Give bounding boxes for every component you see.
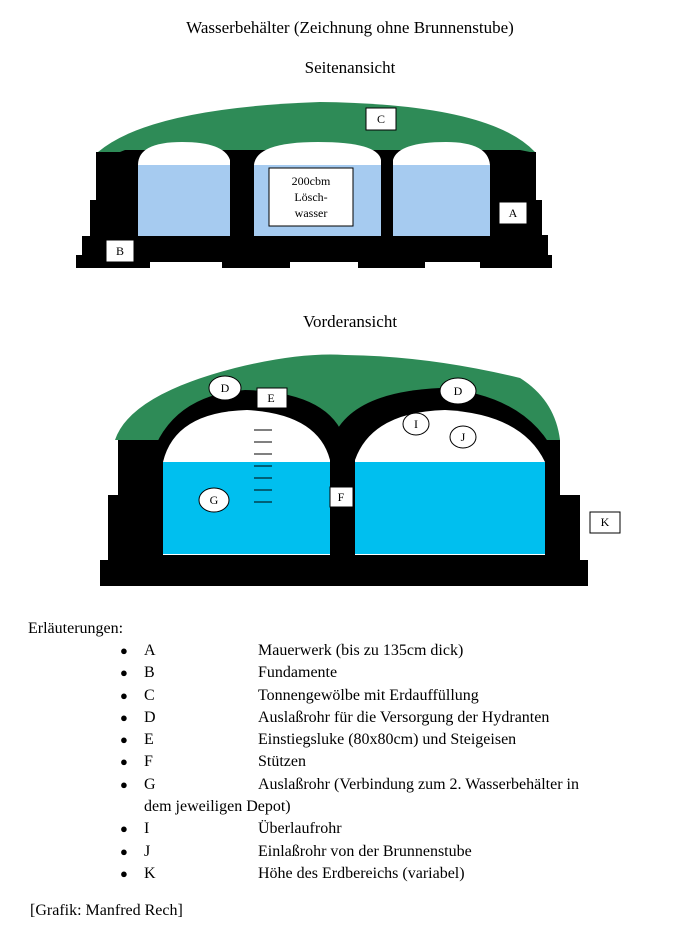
legend-code: G xyxy=(144,775,156,793)
legend-description: Einstiegsluke (80x80cm) und Steigeisen xyxy=(258,731,517,749)
marker-c: C xyxy=(376,112,386,126)
legend-description: Fundamente xyxy=(258,664,338,682)
diagram-title: Wasserbehälter (Zeichnung ohne Brunnenstube) xyxy=(186,18,514,37)
bullet-icon: ● xyxy=(120,865,128,881)
legend-description: Überlaufrohr xyxy=(258,820,342,838)
legend-item xyxy=(116,662,676,684)
legend-description: Einlaßrohr von der Brunnenstube xyxy=(258,842,472,860)
bullet-icon: ● xyxy=(120,754,128,770)
marker-j: J xyxy=(460,430,466,444)
legend-item xyxy=(116,774,676,819)
legend-item xyxy=(116,841,676,863)
marker-k: K xyxy=(600,515,610,529)
image-credit: [Grafik: Manfred Rech] xyxy=(30,902,183,919)
tank-capacity-line-3: wasser xyxy=(294,206,328,220)
legend-code: F xyxy=(144,753,153,771)
front-view-heading: Vorderansicht xyxy=(302,312,398,331)
bullet-icon: ● xyxy=(120,732,128,748)
legend-description: Mauerwerk (bis zu 135cm dick) xyxy=(258,642,464,659)
legend-code: J xyxy=(144,842,151,860)
legend-item xyxy=(116,751,676,773)
bullet-icon: ● xyxy=(120,687,128,703)
side-view-heading: Seitenansicht xyxy=(304,58,396,77)
legend-item xyxy=(116,685,676,707)
bullet-icon: ● xyxy=(120,821,128,837)
legend-item xyxy=(116,707,676,729)
bullet-icon: ● xyxy=(120,665,128,681)
side-water-3 xyxy=(393,165,490,236)
legend-item xyxy=(116,640,676,662)
legend-item xyxy=(116,863,676,885)
side-view-drawing xyxy=(76,102,552,268)
tank-capacity-line-2: Lösch- xyxy=(294,190,328,204)
legend-description: Auslaßrohr (Verbindung zum 2. Wasserbehälter in xyxy=(258,775,579,793)
legend-description: Höhe des Erdbereichs (variabel) xyxy=(258,864,465,882)
bullet-icon: ● xyxy=(120,776,128,792)
marker-e: E xyxy=(267,391,275,405)
marker-a: A xyxy=(508,206,518,220)
legend-description: Stützen xyxy=(258,753,306,771)
side-water-1 xyxy=(138,165,230,236)
legend-code: B xyxy=(144,664,155,682)
front-view-drawing xyxy=(100,355,620,586)
bullet-icon: ● xyxy=(120,643,128,658)
legend-heading: Erläuterungen: xyxy=(28,620,124,637)
legend-code: I xyxy=(144,820,150,838)
legend-item xyxy=(116,729,676,751)
legend-code: D xyxy=(144,708,156,726)
legend-code: K xyxy=(144,864,156,882)
marker-d-left: D xyxy=(220,381,230,395)
legend-code: E xyxy=(144,731,154,749)
bullet-icon: ● xyxy=(120,843,128,859)
front-water-right xyxy=(355,462,545,554)
marker-d-right: D xyxy=(453,384,463,398)
marker-i: I xyxy=(414,417,418,431)
marker-b: B xyxy=(115,244,125,258)
legend-description: Tonnengewölbe mit Erdauffüllung xyxy=(258,686,479,704)
tank-capacity-line-1: 200cbm xyxy=(291,174,331,188)
legend-description: Auslaßrohr für die Versorgung der Hydranten xyxy=(258,708,550,726)
legend-code: A xyxy=(144,642,156,659)
legend-code: C xyxy=(144,686,155,704)
bullet-icon: ● xyxy=(120,709,128,725)
marker-g: G xyxy=(209,493,219,507)
marker-f: F xyxy=(337,490,345,504)
legend-description-continued: dem jeweiligen Depot) xyxy=(144,798,291,816)
front-water-left xyxy=(163,462,330,554)
legend-list xyxy=(116,640,676,885)
legend-item xyxy=(116,818,676,840)
